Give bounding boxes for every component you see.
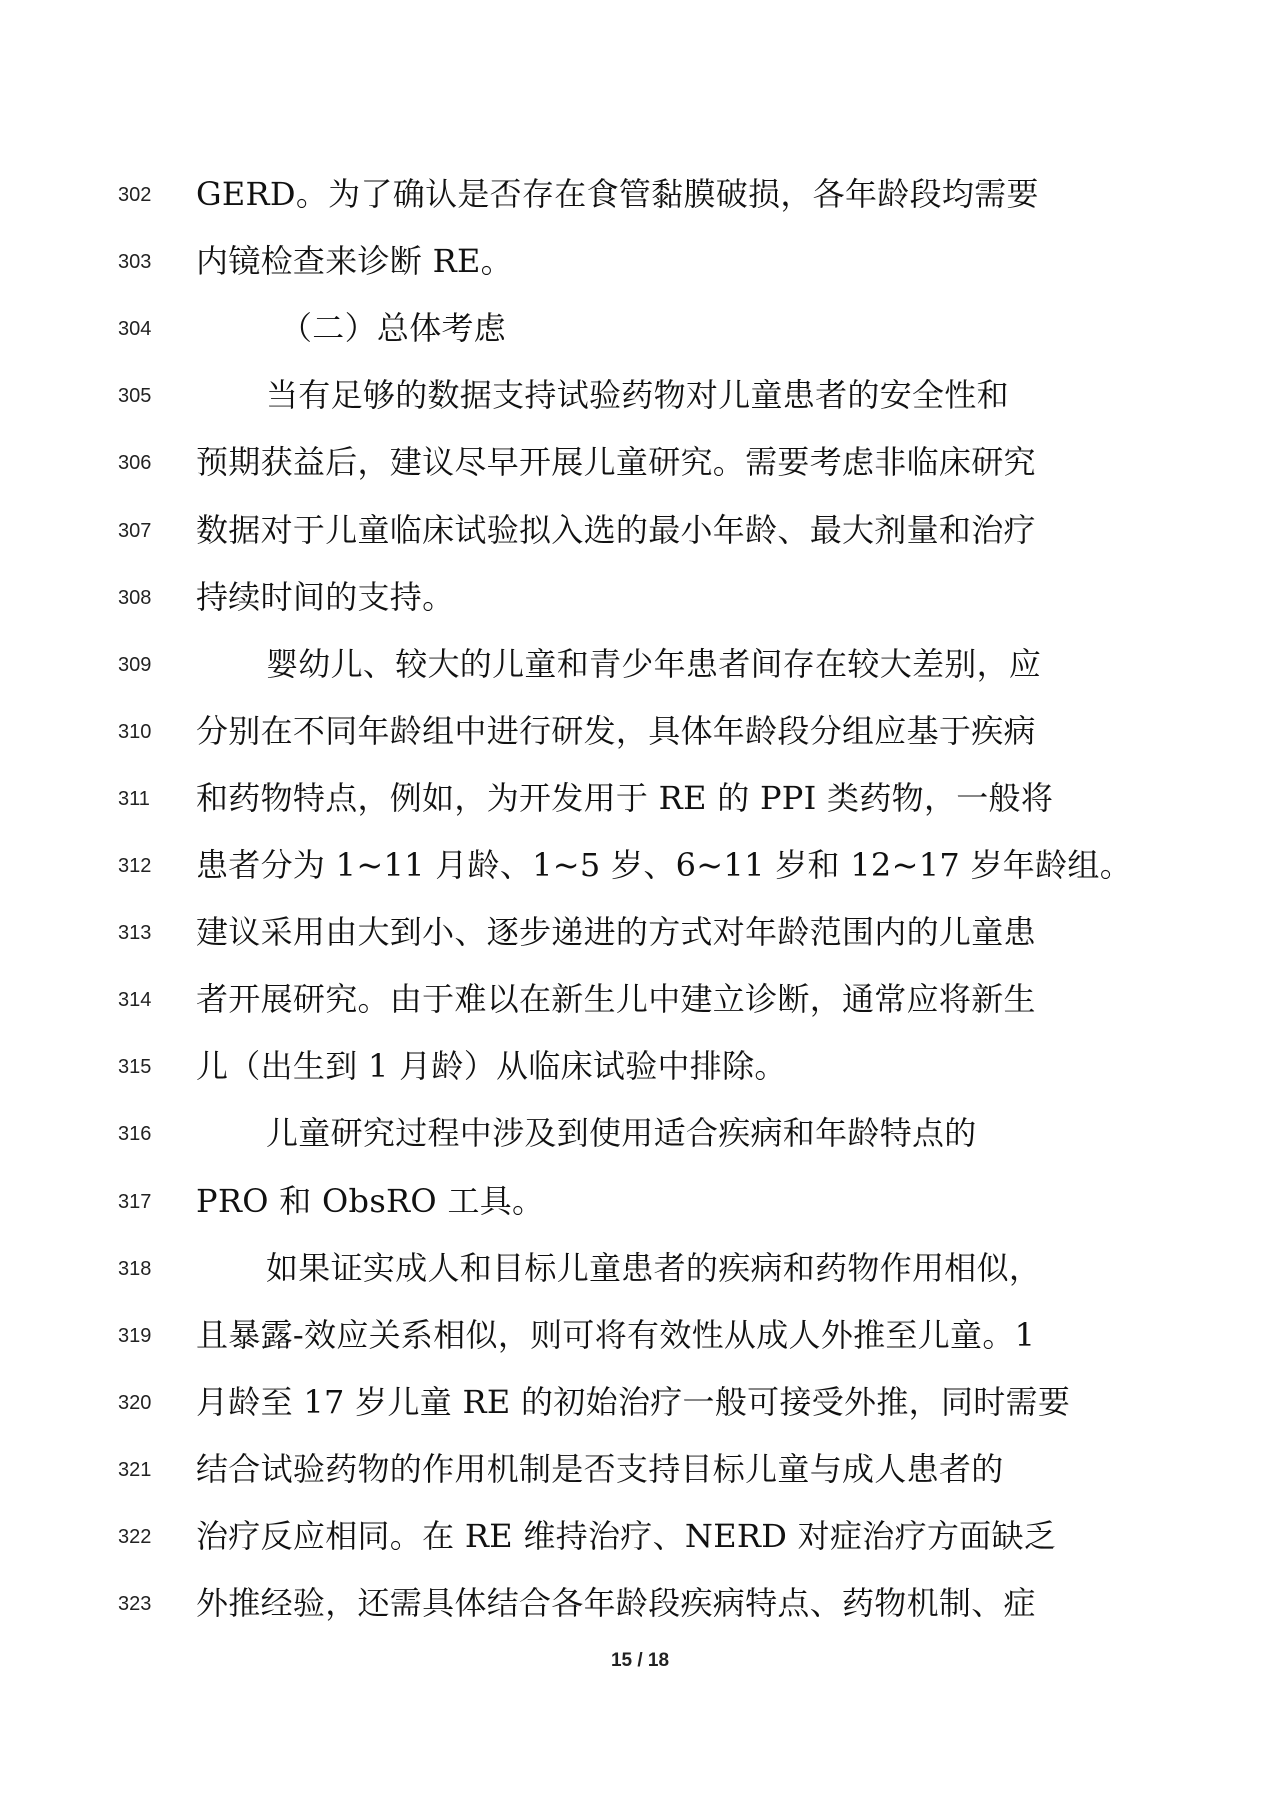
- line-text: 建议采用由大到小、逐步递进的方式对年龄范围内的儿童患: [196, 913, 1036, 952]
- line-number: 303: [118, 251, 152, 274]
- line-number: 311: [118, 787, 150, 810]
- text-line: [0, 1583, 1280, 1623]
- line-number: 315: [118, 1056, 152, 1079]
- text-line: [0, 979, 1280, 1019]
- line-number: 312: [118, 855, 152, 877]
- line-text: 分别在不同年龄组中进行研发，具体年龄段分组应基于疾病: [196, 711, 1036, 750]
- text-line: [0, 912, 1280, 952]
- line-text: 数据对于儿童临床试验拟入选的最小年龄、最大剂量和治疗: [196, 510, 1036, 549]
- line-number: 304: [118, 318, 152, 341]
- page-number: 15 / 18: [610, 1650, 670, 1671]
- text-line: [0, 442, 1280, 482]
- line-text: GERD。为了确认是否存在食管黏膜破损，各年龄段均需要: [196, 175, 1039, 213]
- line-text: 且暴露-效应关系相似，则可将有效性从成人外推至儿童。1: [196, 1315, 1036, 1354]
- text-line: [0, 510, 1280, 550]
- text-line: [0, 241, 1280, 281]
- text-line: [0, 1181, 1280, 1221]
- text-line: [0, 845, 1280, 885]
- line-number: 306: [118, 452, 152, 475]
- text-line: [0, 1449, 1280, 1489]
- line-text: 儿（出生到 1 月龄）从临床试验中排除。: [196, 1047, 787, 1086]
- line-text: 持续时间的支持。: [196, 577, 455, 616]
- text-line: [0, 1516, 1280, 1556]
- text-line: [0, 577, 1280, 617]
- line-number: 316: [118, 1123, 152, 1146]
- line-text: 月龄至 17 岁儿童 RE 的初始治疗一般可接受外推，同时需要: [196, 1382, 1071, 1421]
- text-line: [0, 1248, 1280, 1288]
- line-text: 外推经验，还需具体结合各年龄段疾病特点、药物机制、症: [196, 1584, 1036, 1623]
- line-text: 预期获益后，建议尽早开展儿童研究。需要考虑非临床研究: [196, 443, 1036, 482]
- line-number: 323: [118, 1593, 152, 1616]
- line-number: 302: [118, 184, 152, 206]
- line-number: 320: [118, 1391, 152, 1414]
- line-number: 318: [118, 1257, 152, 1280]
- section-heading: （二）总体考虑: [280, 309, 507, 348]
- line-number: 314: [118, 989, 152, 1012]
- line-number: 317: [118, 1190, 152, 1213]
- text-line: [0, 1046, 1280, 1086]
- line-text: 和药物特点，例如，为开发用于 RE 的 PPI 类药物，一般将: [196, 778, 1054, 817]
- line-text: PRO 和 ObsRO 工具。: [196, 1181, 545, 1220]
- line-number: 319: [118, 1324, 152, 1347]
- line-number: 308: [118, 586, 152, 609]
- text-line: [0, 1382, 1280, 1422]
- line-text: 结合试验药物的作用机制是否支持目标儿童与成人患者的: [196, 1449, 1004, 1488]
- text-line: [0, 174, 1280, 214]
- line-number: 307: [118, 519, 152, 542]
- line-text: 内镜检查来诊断 RE。: [196, 242, 513, 281]
- line-number: 310: [118, 720, 152, 743]
- text-line: [0, 644, 1280, 684]
- line-text: 婴幼儿、较大的儿童和青少年患者间存在较大差别，应: [266, 644, 1042, 683]
- line-number: 322: [118, 1526, 152, 1548]
- line-number: 305: [118, 385, 152, 408]
- line-text: 当有足够的数据支持试验药物对儿童患者的安全性和: [266, 376, 1009, 415]
- text-line: [0, 1113, 1280, 1153]
- line-text: 者开展研究。由于难以在新生儿中建立诊断，通常应将新生: [196, 980, 1036, 1019]
- line-number: 313: [118, 922, 152, 945]
- text-line: [0, 1315, 1280, 1355]
- line-number: 321: [118, 1458, 152, 1481]
- line-text: 患者分为 1~11 月龄、1~5 岁、6~11 岁和 12~17 岁年龄组。: [196, 846, 1132, 884]
- line-number: 309: [118, 653, 152, 676]
- line-text: 儿童研究过程中涉及到使用适合疾病和年龄特点的: [266, 1114, 977, 1153]
- line-text: 治疗反应相同。在 RE 维持治疗、NERD 对症治疗方面缺乏: [196, 1517, 1057, 1555]
- text-line: [0, 308, 1280, 348]
- text-line: [0, 375, 1280, 415]
- text-line: [0, 778, 1280, 818]
- text-line: [0, 711, 1280, 751]
- line-text: 如果证实成人和目标儿童患者的疾病和药物作用相似，: [266, 1248, 1042, 1287]
